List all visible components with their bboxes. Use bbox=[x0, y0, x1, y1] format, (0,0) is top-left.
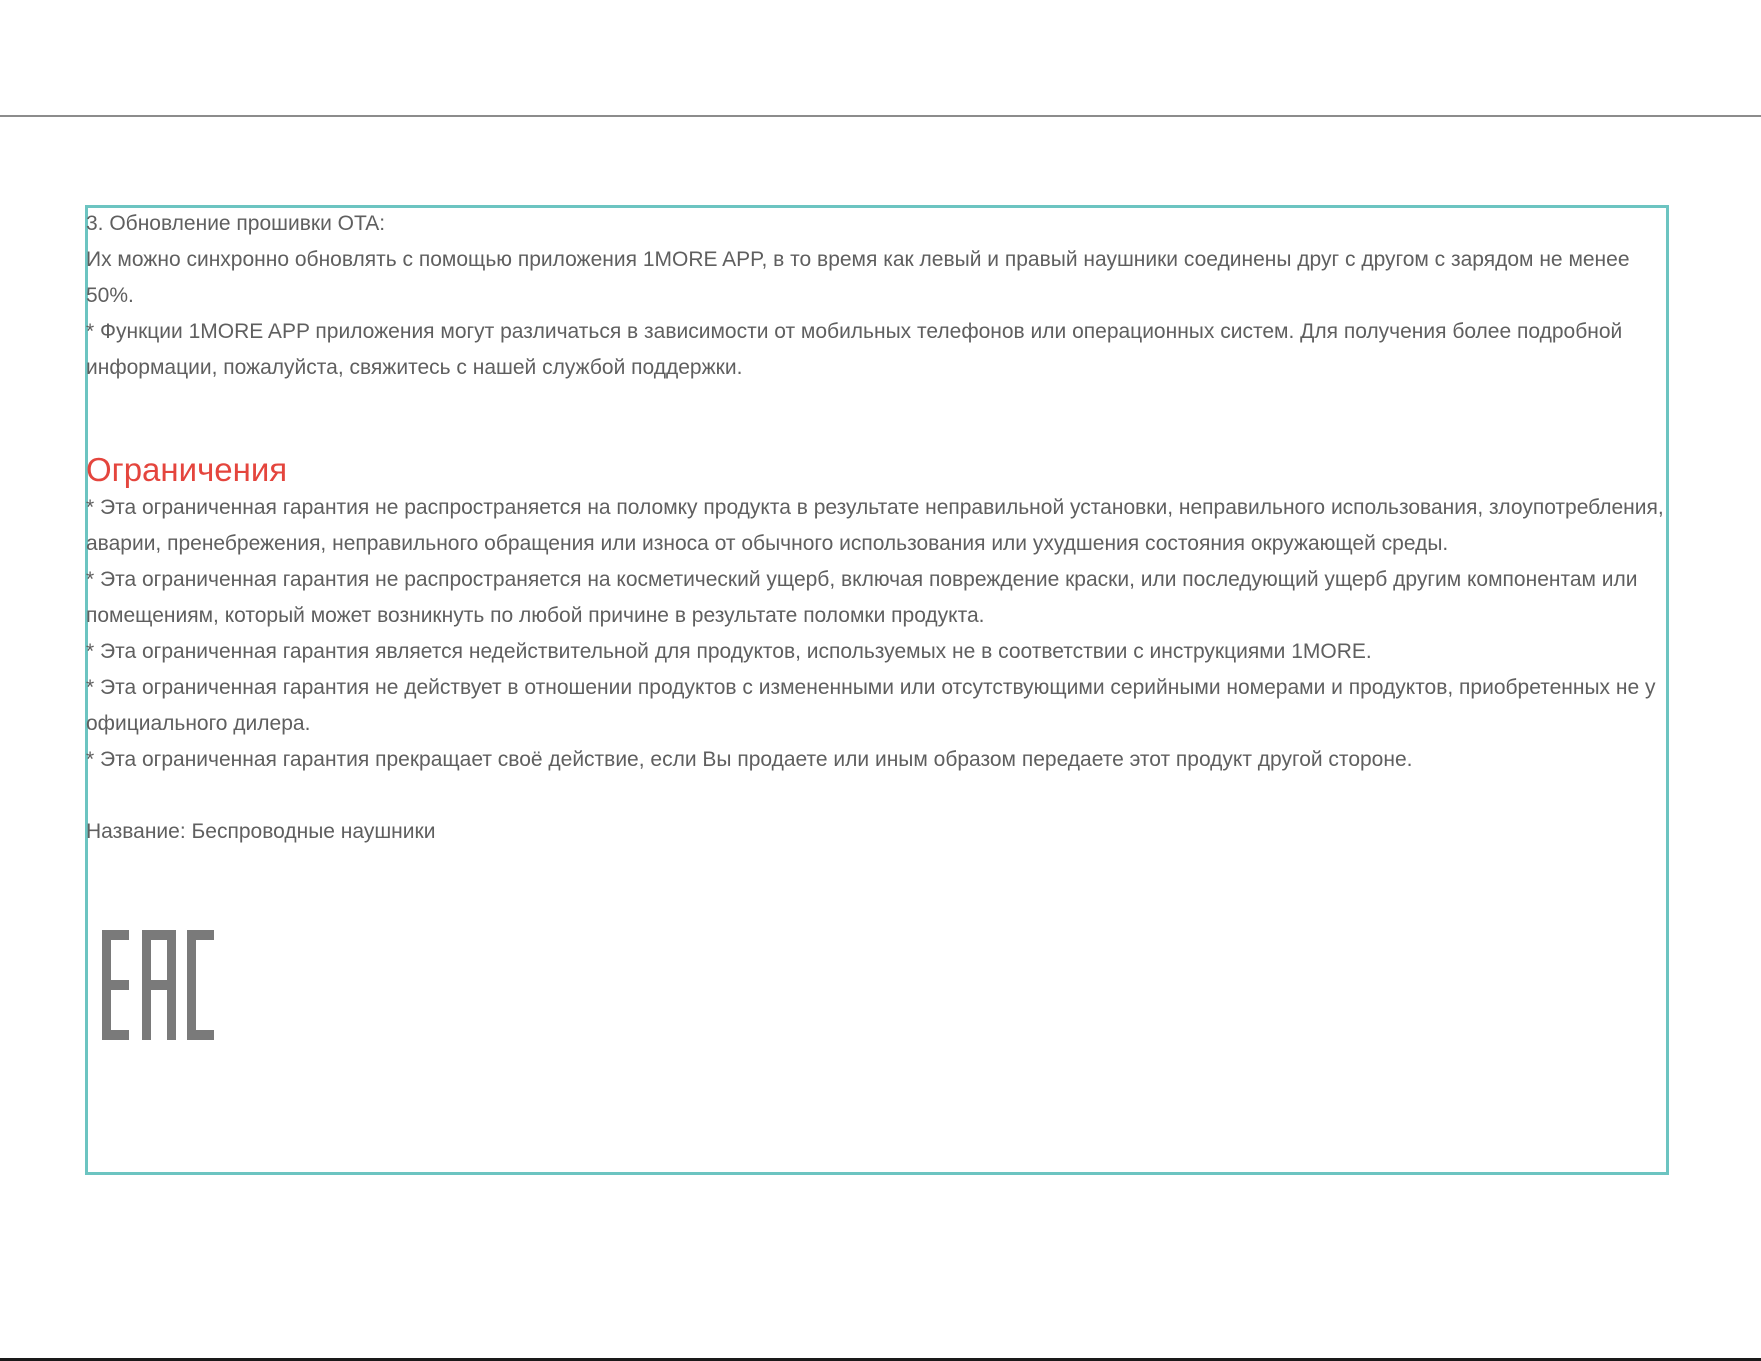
ota-paragraph-2: * Функции 1MORE APP приложения могут различаться в зависимости от мобильных телефонов или операционных систем. Для получения более подробной информации, пожалуйста, свяжитесь с нашей службой поддержки. bbox=[86, 320, 1623, 379]
limitation-item-4: * Эта ограниченная гарантия не действует в отношении продуктов с измененными или отсутствующими серийными номерами и продуктов, приобретенных не у официального дилера. bbox=[86, 676, 1656, 735]
ota-section-title: 3. Обновление прошивки OTA: bbox=[86, 212, 386, 235]
limitations-heading: Ограничения bbox=[86, 451, 288, 488]
limitation-item-2: * Эта ограниченная гарантия не распространяется на косметический ущерб, включая повреждение краски, или последующий ущерб другим компонентам или помещениям, который может возникнуть по любой причине в результате поломки продукта. bbox=[86, 568, 1638, 627]
limitation-item-1: * Эта ограниченная гарантия не распространяется на поломку продукта в результате неправильной установки, неправильного использования, злоупотребления, аварии, пренебрежения, неправильного обращения или износа от обычного использования или ухудшения состояния окружающей среды. bbox=[86, 496, 1664, 555]
document-body bbox=[86, 206, 1668, 850]
product-name: Название: Беспроводные наушники bbox=[86, 820, 436, 843]
limitation-item-5: * Эта ограниченная гарантия прекращает своё действие, если Вы продаете или иным образом передаете этот продукт другой стороне. bbox=[86, 748, 1413, 771]
eac-mark-icon bbox=[102, 930, 214, 1040]
top-divider bbox=[0, 115, 1761, 117]
ota-paragraph-1: Их можно синхронно обновлять с помощью приложения 1MORE APP, в то время как левый и правый наушники соединены друг с другом с зарядом не менее 50%. bbox=[86, 248, 1630, 307]
limitation-item-3: * Эта ограниченная гарантия является недействительной для продуктов, используемых не в соответствии с инструкциями 1MORE. bbox=[86, 640, 1372, 663]
